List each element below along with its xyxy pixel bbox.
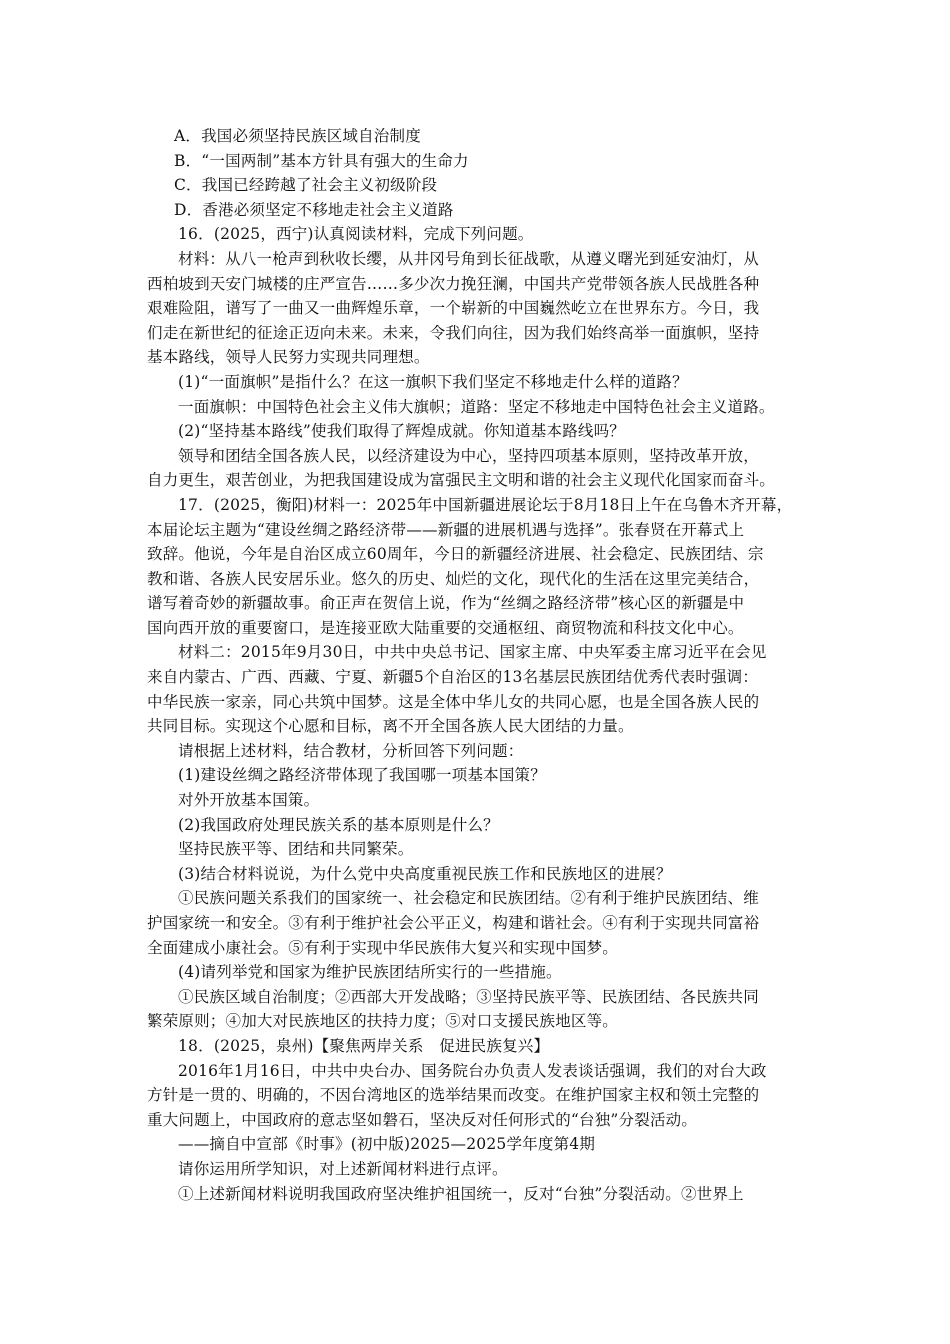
text-line: 16．(2025，西宁)认真阅读材料，完成下列问题。 xyxy=(178,225,534,244)
text-line: 全面建成小康社会。⑤有利于实现中华民族伟大复兴和实现中国梦。 xyxy=(147,938,619,957)
text-line: 护国家统一和安全。③有利于维护社会公平正义，构建和谐社会。④有利于实现共同富裕 xyxy=(147,914,760,932)
document-body xyxy=(147,124,812,1206)
text-line: 材料：从八一枪声到秋收长缨，从井冈号角到长征战歌，从遵义曙光到延安油灯，从 xyxy=(178,249,759,268)
text-line: 2016年1月16日，中共中央台办、国务院台办负责人发表谈话强调，我们的对台大政 xyxy=(178,1061,767,1080)
text-line: 教和谐、各族人民安居乐业。悠久的历史、灿烂的文化，现代化的生活在这里完美结合， xyxy=(147,569,760,588)
text-line: 中华民族一家亲，同心共筑中国梦。这是全体中华儿女的共同心愿，也是全国各族人民的 xyxy=(147,692,760,711)
text-line: ①上述新闻材料说明我国政府坚决维护祖国统一，反对“台独”分裂活动。②世界上 xyxy=(178,1184,744,1203)
text-line: 谱写着奇妙的新疆故事。俞正声在贺信上说，作为“丝绸之路经济带”核心区的新疆是中 xyxy=(147,594,745,613)
text-line: (4)请列举党和国家为维护民族团结所实行的一些措施。 xyxy=(178,963,562,982)
text-line: 方针是一贯的、明确的，不因台湾地区的选举结果而改变。在维护国家主权和领土完整的 xyxy=(147,1086,760,1105)
text-line: ①民族问题关系我们的国家统一、社会稳定和民族团结。②有利于维护民族团结、维 xyxy=(178,889,759,908)
text-line: 18．(2025，泉州)【聚焦两岸关系 促进民族复兴】 xyxy=(178,1036,550,1055)
text-line: 来自内蒙古、广西、西藏、宁夏、新疆5个自治区的13名基层民族团结优秀代表时强调： xyxy=(147,668,759,687)
text-line: 们走在新世纪的征途正迈向未来。未来，令我们向往，因为我们始终高举一面旗帜，坚持 xyxy=(147,323,760,342)
text-line: 对外开放基本国策。 xyxy=(178,791,320,810)
text-line: 繁荣原则；④加大对民族地区的扶持力度；⑤对口支援民族地区等。 xyxy=(147,1012,619,1031)
text-line: 请根据上述材料，结合教材，分析回答下列问题： xyxy=(178,741,524,760)
text-line: 共同目标。实现这个心愿和目标，离不开全国各族人民大团结的力量。 xyxy=(147,717,634,736)
text-line: B．“一国两制”基本方针具有强大的生命力 xyxy=(174,151,469,170)
text-line: 17．(2025，衡阳)材料一：2025年中国新疆进展论坛于8月18日上午在乌鲁木齐开幕， xyxy=(178,495,793,514)
text-line: (1)“一面旗帜”是指什么？在这一旗帜下我们坚定不移地走什么样的道路？ xyxy=(178,372,688,391)
text-line: 艰难险阻，谱写了一曲又一曲辉煌乐章，一个崭新的中国巍然屹立在世界东方。今日，我 xyxy=(147,299,760,318)
text-line: 致辞。他说，今年是自治区成立60周年，今日的新疆经济进展、社会稳定、民族团结、宗 xyxy=(147,545,764,564)
text-line: 领导和团结全国各族人民，以经济建设为中心，坚持四项基本原则，坚持改革开放， xyxy=(178,446,759,465)
text-line: 重大问题上，中国政府的意志坚如磐石，坚决反对任何形式的“台独”分裂活动。 xyxy=(147,1110,698,1129)
text-line: 自力更生，艰苦创业，为把我国建设成为富强民主文明和谐的社会主义现代化国家而奋斗。 xyxy=(147,471,776,490)
text-line: (1)建设丝绸之路经济带体现了我国哪一项基本国策？ xyxy=(178,766,546,785)
text-line: C．我国已经跨越了社会主义初级阶段 xyxy=(174,176,438,195)
text-line: (3)结合材料说说，为什么党中央高度重视民族工作和民族地区的进展？ xyxy=(178,864,672,883)
text-line: ①民族区域自治制度；②西部大开发战略；③坚持民族平等、民族团结、各民族共同 xyxy=(178,987,759,1006)
text-line: 一面旗帜：中国特色社会主义伟大旗帜；道路：坚定不移地走中国特色社会主义道路。 xyxy=(178,397,775,416)
text-line: ——摘自中宣部《时事》(初中版)2025—2025学年度第4期 xyxy=(178,1135,596,1154)
text-line: 本届论坛主题为“建设丝绸之路经济带——新疆的进展机遇与选择”。张春贤在开幕式上 xyxy=(147,520,745,539)
text-line: 材料二：2015年9月30日，中共中央总书记、国家主席、中央军委主席习近平在会见 xyxy=(178,643,767,662)
text-line: (2)“坚持基本路线”使我们取得了辉煌成就。你知道基本路线吗？ xyxy=(178,422,626,441)
text-line: 国向西开放的重要窗口，是连接亚欧大陆重要的交通枢纽、商贸物流和科技文化中心。 xyxy=(147,618,744,637)
text-line: 基本路线，领导人民努力实现共同理想。 xyxy=(147,348,430,367)
text-line: 西柏坡到天安门城楼的庄严宣告……多少次力挽狂澜，中国共产党带领各族人民战胜各种 xyxy=(147,274,760,293)
text-line: 请你运用所学知识，对上述新闻材料进行点评。 xyxy=(178,1159,508,1178)
text-line: A．我国必须坚持民族区域自治制度 xyxy=(174,127,421,145)
text-line: (2)我国政府处理民族关系的基本原则是什么？ xyxy=(178,815,499,834)
text-line: 坚持民族平等、团结和共同繁荣。 xyxy=(178,840,414,859)
text-line: D．香港必须坚定不移地走社会主义道路 xyxy=(174,200,454,219)
